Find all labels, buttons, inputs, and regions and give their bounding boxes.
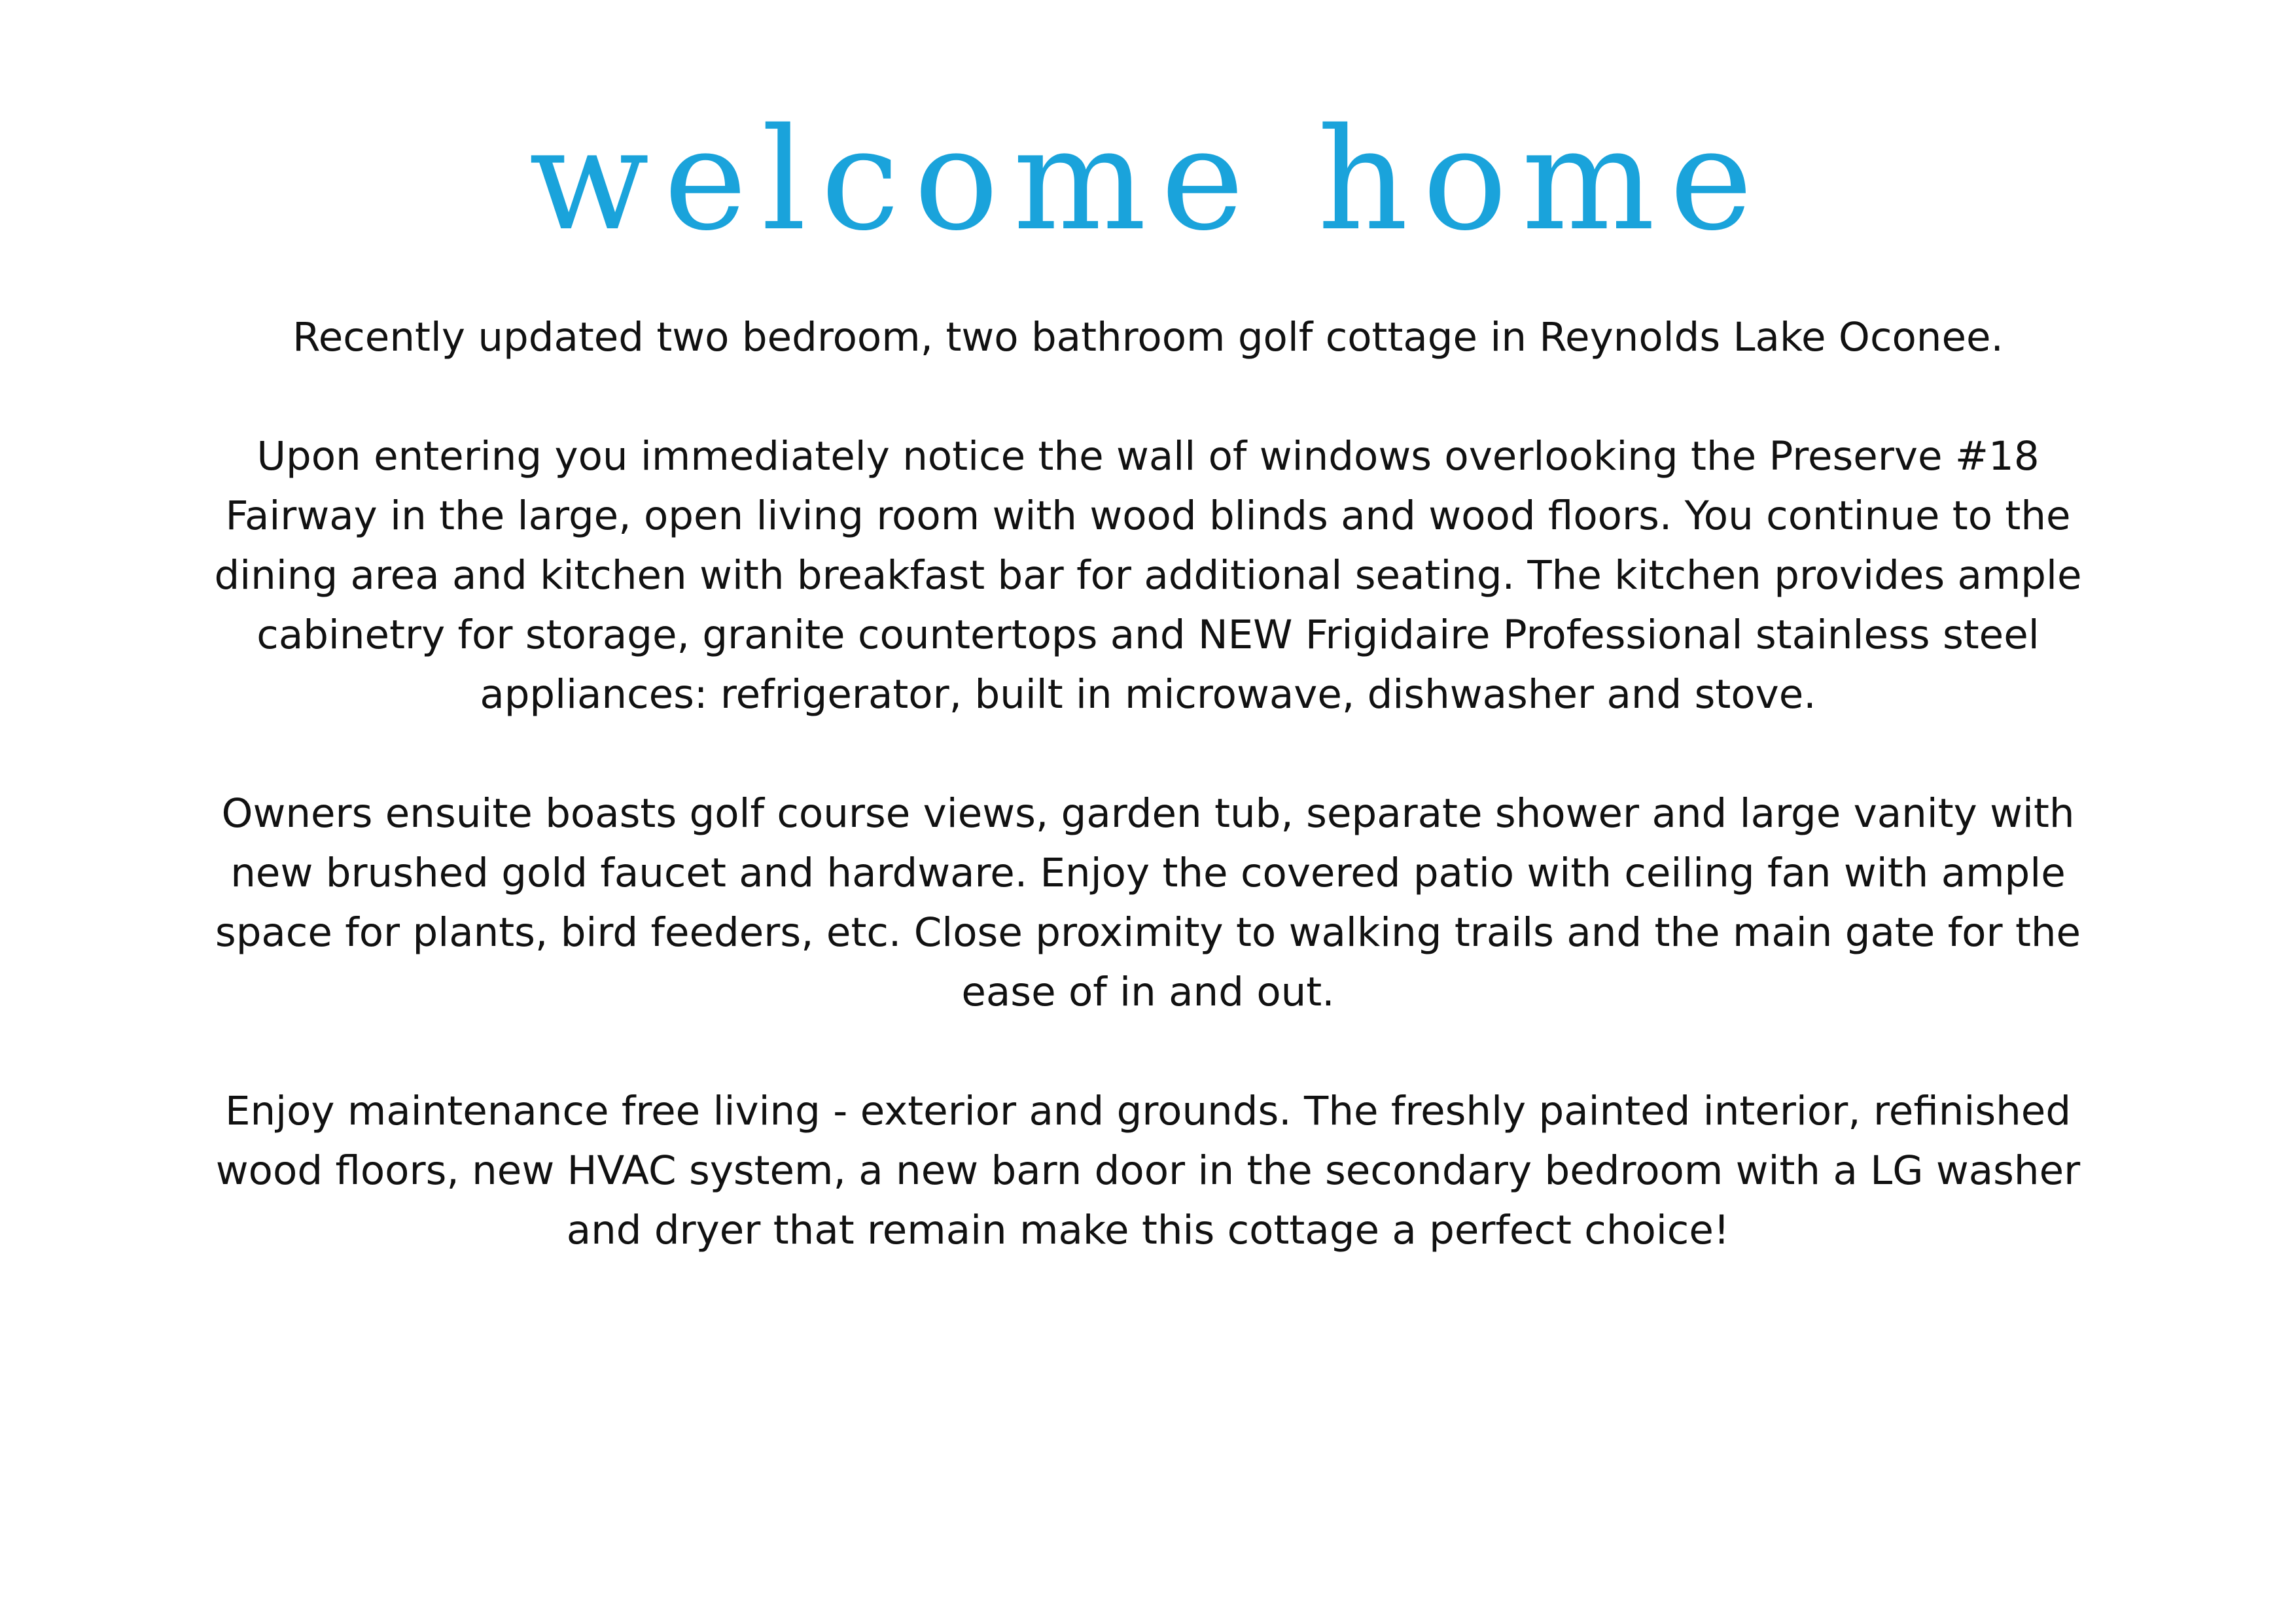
page-title: welcome home — [529, 97, 1767, 262]
paragraph-owners-suite: Owners ensuite boasts golf course views, garden tub, separate shower and large vanity with new brushed gold faucet and hardware. Enjoy the covered patio with ceiling fan with ample space for plants, bird feeders, etc. Close proximity to walking trails and the main gate for the ease of in and out. — [215, 790, 2081, 1015]
paragraph-intro: Recently updated two bedroom, two bathroom golf cottage in Reynolds Lake Oconee. — [292, 314, 2004, 360]
description-body — [196, 307, 2100, 1260]
paragraph-maintenance: Enjoy maintenance free living - exterior and grounds. The freshly painted interior, refinished wood floors, new HVAC system, a new barn door in the secondary bedroom with a LG washer and dryer that remain make this cottage a perfect choice! — [215, 1088, 2081, 1253]
paragraph-living-kitchen: Upon entering you immediately notice the wall of windows overlooking the Preserve #18 Fairway in the large, open living room with wood blinds and wood floors. You continue to the dining area and kitchen with breakfast bar for additional seating. The kitchen provides ample cabinetry for storage, granite countertops and NEW Frigidaire Professional stainless steel appliances: refrigerator, built in microwave, dishwasher and stove. — [214, 433, 2082, 718]
